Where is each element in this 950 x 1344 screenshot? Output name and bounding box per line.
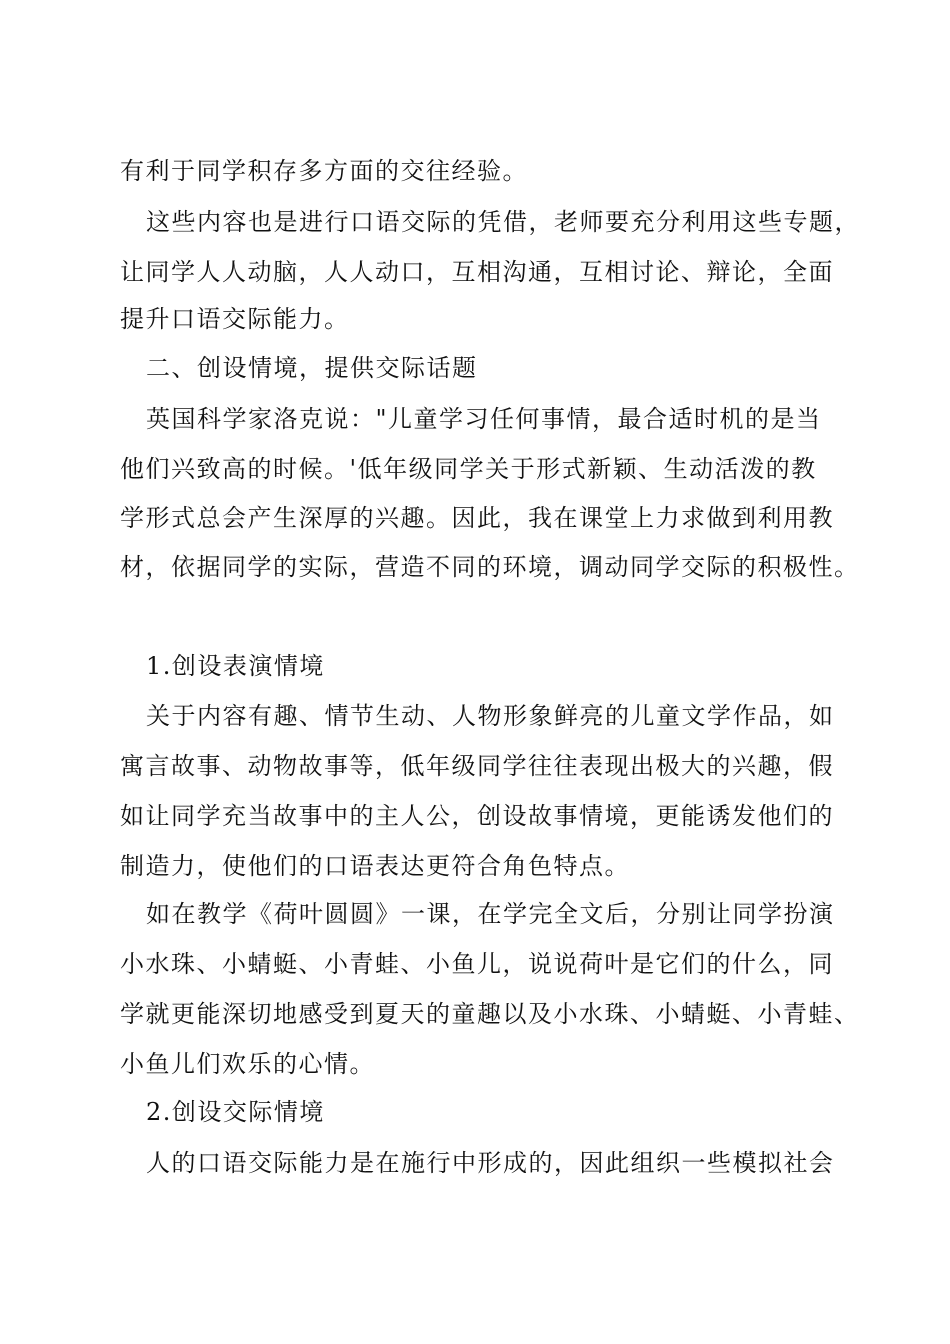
paragraph-line: 材，依据同学的实际，营造不同的环境，调动同学交际的积极性。 [120, 553, 860, 581]
paragraph-line: 小鱼儿们欢乐的心情。 [120, 1050, 375, 1078]
paragraph-line: 寓言故事、动物故事等，低年级同学往往表现出极大的兴趣，假 [120, 752, 834, 780]
paragraph-line: 让同学人人动脑，人人动口，互相沟通，互相讨论、辩论，全面 [120, 258, 834, 286]
paragraph-line: 小水珠、小蜻蜓、小青蛙、小鱼儿，说说荷叶是它们的什么，同 [120, 950, 834, 978]
paragraph-line: 人的口语交际能力是在施行中形成的，因此组织一些模拟社会 [146, 1149, 835, 1177]
paragraph-line: 英国科学家洛克说："儿童学习任何事情，最合适时机的是当 [146, 405, 822, 433]
paragraph-line: 提升口语交际能力。 [120, 305, 350, 333]
subsection-heading: 1.创设表演情境 [146, 652, 325, 680]
paragraph-line: 他们兴致高的时候。'低年级同学关于形式新颖、生动活泼的教 [120, 455, 817, 483]
paragraph-line: 如在教学《荷叶圆圆》一课，在学完全文后，分别让同学扮演 [146, 900, 835, 928]
subsection-heading: 2.创设交际情境 [146, 1098, 325, 1126]
paragraph-line: 学形式总会产生深厚的兴趣。因此，我在课堂上力求做到利用教 [120, 504, 834, 532]
paragraph-line: 这些内容也是进行口语交际的凭借，老师要充分利用这些专题， [146, 208, 860, 236]
paragraph-line: 如让同学充当故事中的主人公，创设故事情境，更能诱发他们的 [120, 802, 834, 830]
paragraph-line: 学就更能深切地感受到夏天的童趣以及小水珠、小蜻蜓、小青蛙、 [120, 1000, 860, 1028]
paragraph-line: 关于内容有趣、情节生动、人物形象鲜亮的儿童文学作品，如 [146, 702, 835, 730]
paragraph-line: 制造力，使他们的口语表达更符合角色特点。 [120, 852, 630, 880]
section-heading: 二、创设情境，提供交际话题 [146, 354, 478, 382]
paragraph-line: 有利于同学积存多方面的交往经验。 [120, 157, 528, 185]
